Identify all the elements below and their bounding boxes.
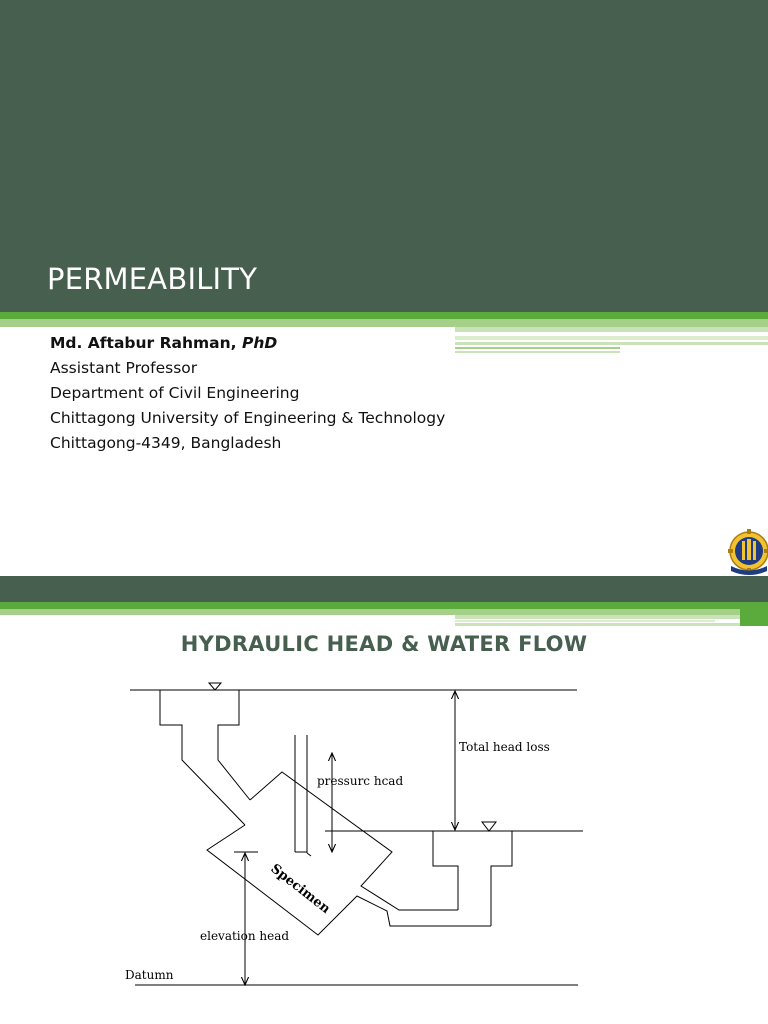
accent-stripe (455, 615, 768, 619)
author-block (50, 331, 445, 456)
accent-stripe (740, 602, 768, 626)
author-name: Md. Aftabur Rahman, (50, 334, 242, 352)
pressure-head-label: pressurc hcad (317, 774, 404, 788)
author-position: Assistant Professor (50, 359, 198, 377)
total-head-loss-label: Total head loss (459, 740, 550, 754)
author-address: Chittagong-4349, Bangladesh (50, 434, 282, 452)
accent-stripe (455, 336, 768, 340)
water-level-marker (209, 683, 221, 690)
author-line (50, 331, 445, 356)
accent-stripe (455, 351, 620, 353)
accent-stripe (0, 602, 768, 609)
water-level-marker (482, 822, 496, 831)
accent-stripe (455, 332, 710, 334)
content-slide (0, 576, 768, 1024)
accent-stripe (455, 623, 768, 626)
accent-stripe (455, 342, 768, 345)
outlet-reservoir (433, 831, 458, 910)
hydraulic-head-diagram (0, 672, 768, 1024)
author-university: Chittagong University of Engineering & Technology (50, 409, 446, 427)
specimen-label: Specimen (267, 861, 333, 917)
specimen-chamber (250, 772, 458, 910)
slide-title: PERMEABILITY (47, 262, 258, 296)
accent-stripe (0, 319, 768, 327)
author-department: Department of Civil Engineering (50, 384, 300, 402)
university-crest-icon (725, 527, 768, 576)
datum-label: Datumn (125, 968, 174, 982)
accent-stripe (455, 347, 620, 349)
elevation-head-label: elevation head (200, 929, 290, 943)
slide-title: HYDRAULIC HEAD & WATER FLOW (180, 632, 588, 656)
upper-reservoir-and-inlet-pipe (160, 690, 245, 825)
accent-stripe (0, 312, 768, 319)
accent-stripe (455, 620, 715, 622)
content-header-band (0, 576, 768, 602)
author-degree: PhD (241, 334, 278, 352)
